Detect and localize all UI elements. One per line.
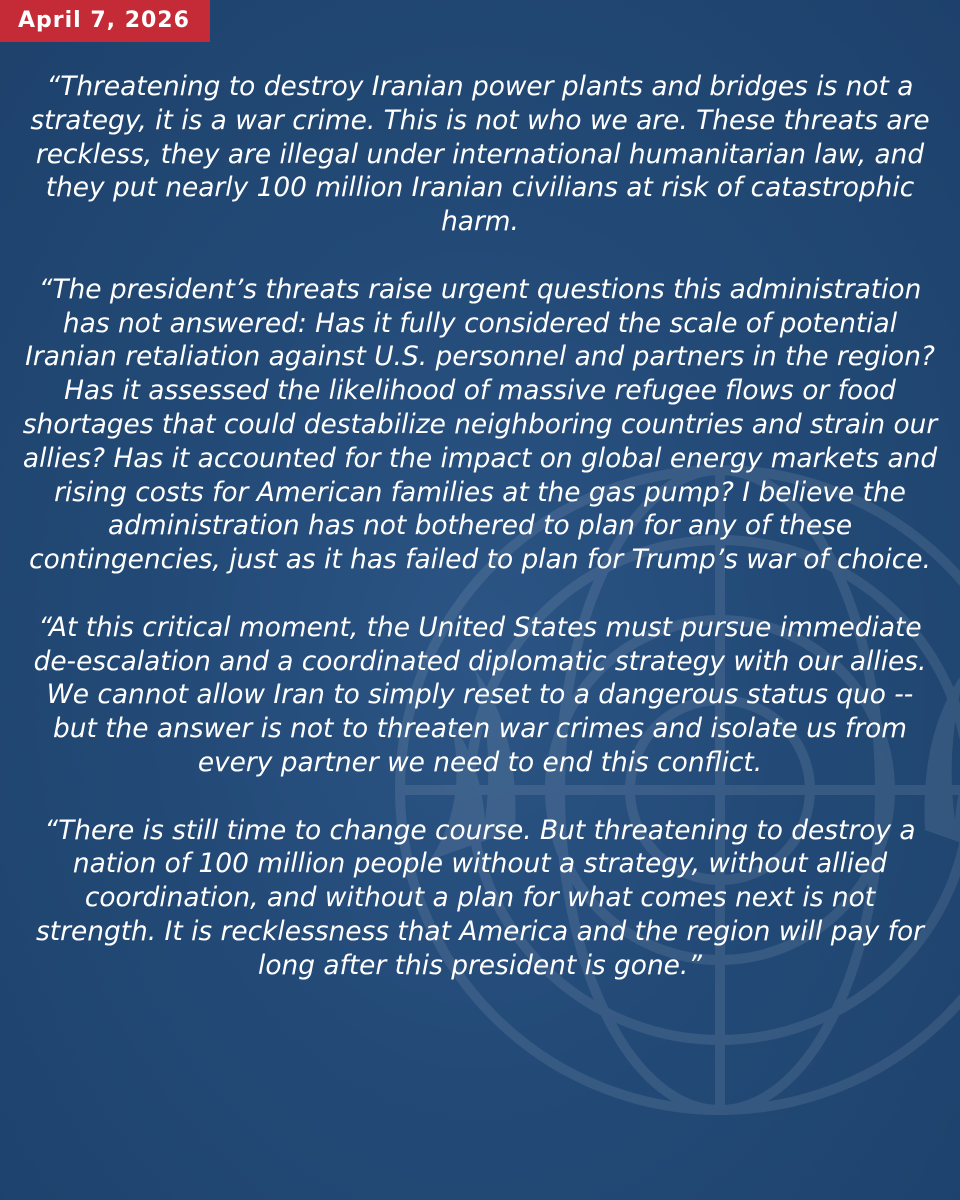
statement-paragraph-3: “At this critical moment, the United States must pursue immediate de-escalation and a coordinated diplomatic strategy with our allies. We cannot allow Iran to simply reset to a dangerous status quo -- but the answer is not to threaten war crimes and isolate us from every partner we need to end this conflict. <box>33 611 927 778</box>
statement-paragraph-2: “The president’s threats raise urgent questions this administration has not answered: Has it fully considered the scale of potential Iranian retaliation against U.S. personnel and partners in the region? Has it assessed the likelihood of massive refugee flows or food shortages that could destabilize neighboring countries and strain our allies? Has it accounted for the impact on global energy markets and rising costs for American families at the gas pump? I believe the administration has not bothered to plan for any of these contingencies, just as it has failed to plan for Trump’s war of choice. <box>22 273 938 576</box>
statement-paragraph-4: “There is still time to change course. But threatening to destroy a nation of 100 million people without a strategy, without allied coordination, and without a plan for what comes next is not strength. It is recklessness that America and the region will pay for long after this president is gone.” <box>36 814 924 981</box>
statement-paragraph-1: “Threatening to destroy Iranian power plants and bridges is not a strategy, it is a war crime. This is not who we are. These threats are reckless, they are illegal under international humanitarian law, and they put nearly 100 million Iranian civilians at risk of catastrophic harm. <box>30 71 930 238</box>
date-badge: April 7, 2026 <box>0 0 210 42</box>
statement-body <box>22 70 938 983</box>
